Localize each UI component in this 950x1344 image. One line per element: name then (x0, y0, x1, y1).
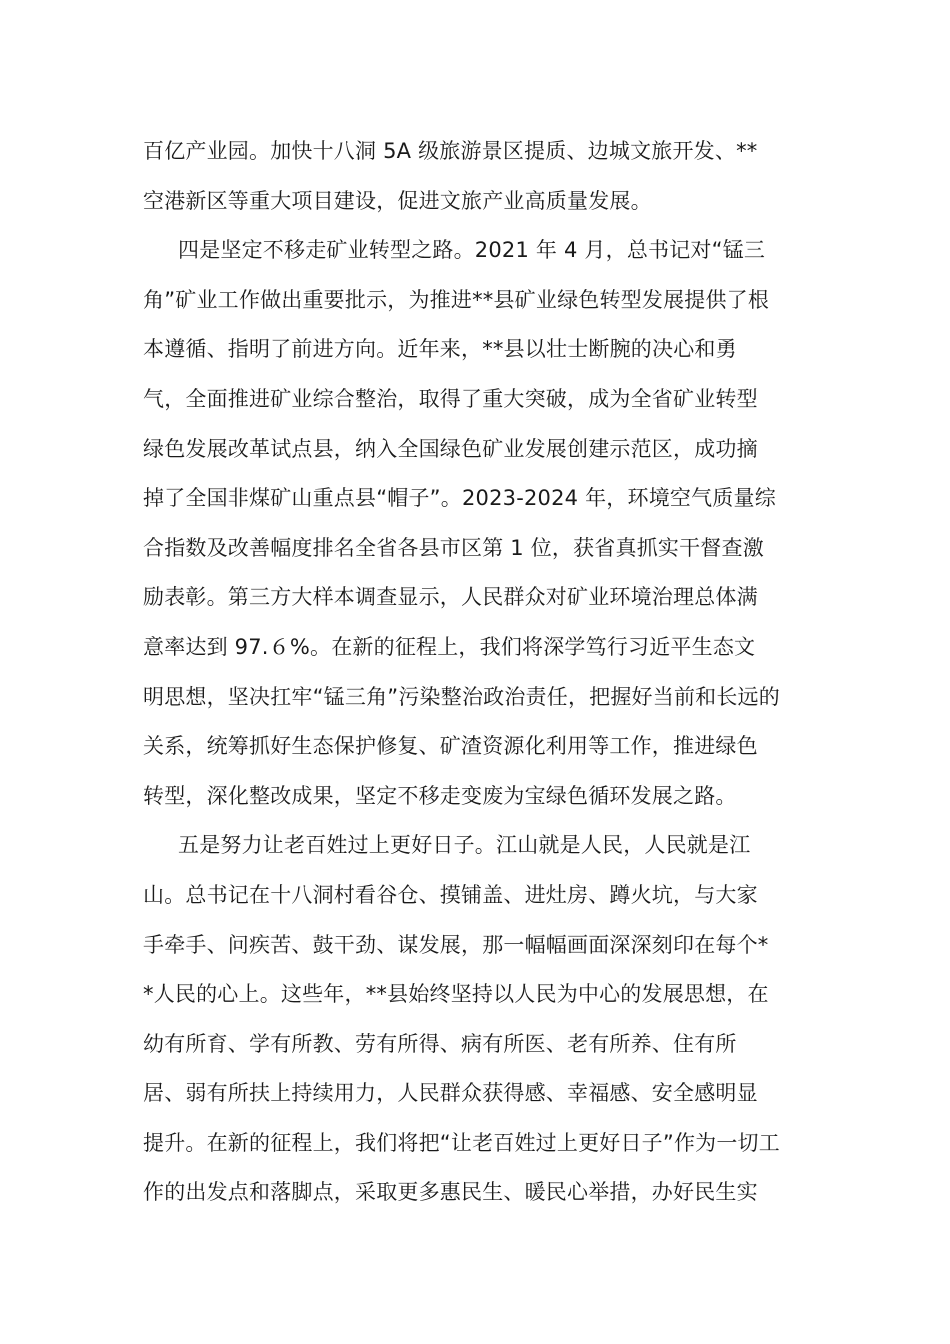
text-line: 百亿产业园。加快十八洞 5A 级旅游景区提质、边城文旅开发、** (143, 139, 758, 163)
paragraph-start-line: 五是努力让老百姓过上更好日子。江山就是人民，人民就是江 (178, 833, 751, 858)
text-line: 励表彰。第三方大样本调查显示，人民群众对矿业环境治理总体满 (143, 585, 758, 610)
text-line: 作的出发点和落脚点，采取更多惠民生、暖民心举措，办好民生实 (143, 1180, 758, 1205)
text-line: 气，全面推进矿业综合整治，取得了重大突破，成为全省矿业转型 (143, 386, 758, 411)
text-line: 幼有所育、学有所教、劳有所得、病有所医、老有所养、住有所 (143, 1031, 737, 1056)
text-line: 关系，统筹抓好生态保护修复、矿渣资源化利用等工作，推进绿色 (143, 734, 758, 759)
text-line: 绿色发展改革试点县，纳入全国绿色矿业发展创建示范区，成功摘 (143, 436, 758, 461)
text-line: 山。总书记在十八洞村看谷仓、摸铺盖、进灶房、蹲火坑，与大家 (143, 882, 758, 907)
text-line: 居、弱有所扶上持续用力，人民群众获得感、幸福感、安全感明显 (143, 1081, 758, 1106)
text-line: 掉了全国非煤矿山重点县“帽子”。2023-2024 年，环境空气质量综 (143, 486, 776, 511)
paragraph-start-line: 四是坚定不移走矿业转型之路。2021 年 4 月，总书记对“锰三 (178, 238, 766, 263)
text-line: 角”矿业工作做出重要批示，为推进**县矿业绿色转型发展提供了根 (143, 287, 770, 312)
text-line: 提升。在新的征程上，我们将把“让老百姓过上更好日子”作为一切工 (143, 1130, 780, 1155)
text-line: 明思想，坚决扛牢“锰三角”污染整治政治责任，把握好当前和长远的 (143, 684, 780, 709)
text-line: 本遵循、指明了前进方向。近年来，**县以壮士断腕的决心和勇 (143, 337, 737, 362)
text-line: *人民的心上。这些年，**县始终坚持以人民为中心的发展思想，在 (143, 982, 769, 1007)
text-line: 转型，深化整改成果，坚定不移走变废为宝绿色循环发展之路。 (143, 783, 737, 808)
document-body (143, 127, 813, 1218)
text-line: 合指数及改善幅度排名全省各县市区第 1 位，获省真抓实干督查激 (143, 535, 764, 560)
text-line: 空港新区等重大项目建设，促进文旅产业高质量发展。 (143, 188, 652, 213)
text-line: 意率达到 97.６%。在新的征程上，我们将深学笃行习近平生态文 (143, 634, 756, 659)
text-line: 手牵手、问疾苦、鼓干劲、谋发展，那一幅幅画面深深刻印在每个* (143, 932, 769, 957)
